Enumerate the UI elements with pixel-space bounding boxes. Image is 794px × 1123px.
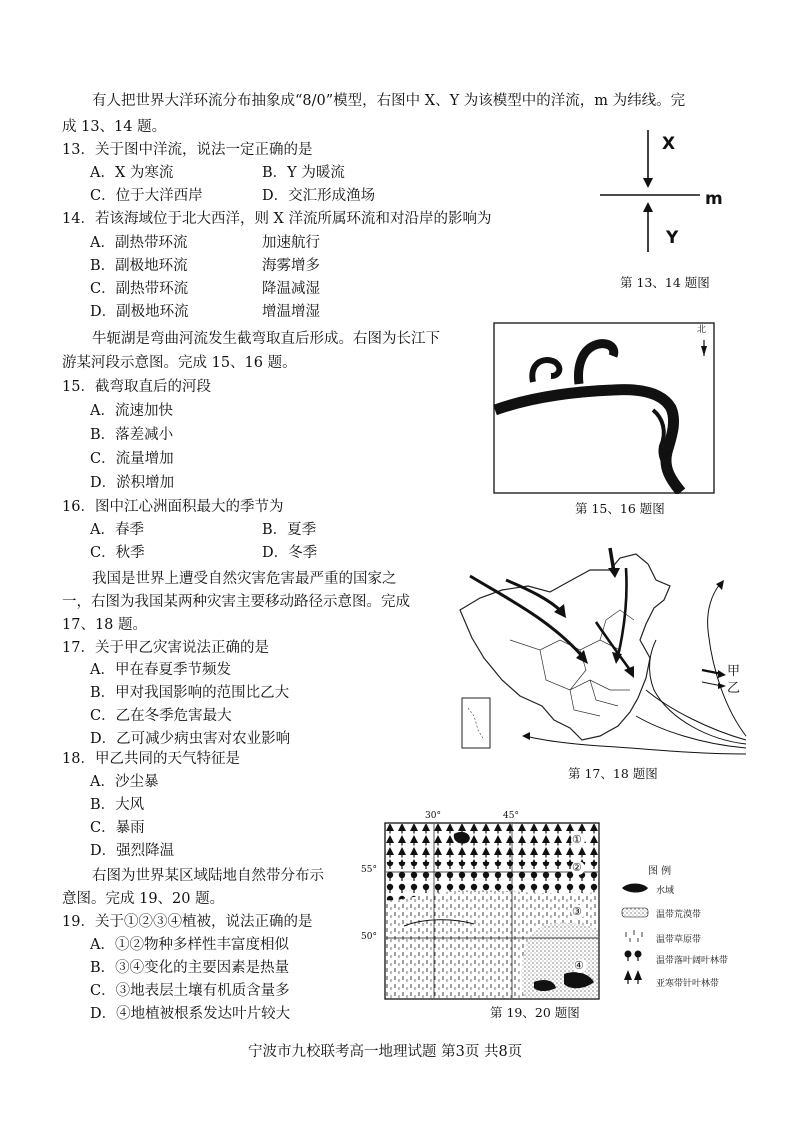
q14-option-a-effect: 加速航行 [262,235,320,251]
figure-15-16-caption: 第 15、16 题图 [575,501,665,516]
ocean-current-diagram [595,122,765,262]
q13-option-a: A．X 为寒流 [90,165,174,181]
q19-option-b: B．③④变化的主要因素是热量 [90,960,290,976]
longitude-30-label: 30° [425,811,441,821]
zone-4-label: ④ [574,959,584,972]
natural-zone-map [384,822,600,1000]
legend-water: 水域 [656,886,675,896]
q17-option-a: A．甲在春夏季节频发 [90,662,231,678]
q17-option-b: B．甲对我国影响的范围比乙大 [90,685,290,701]
figure-19-20-caption: 第 19、20 题图 [490,1005,580,1020]
q16-option-b: B．夏季 [262,522,317,538]
q16-stem: 16．图中江心洲面积最大的季节为 [62,499,284,515]
q16-option-c: C．秋季 [90,545,145,561]
q17-stem: 17．关于甲乙灾害说法正确的是 [62,640,269,656]
legend-jia-label: 甲 [727,664,741,679]
latitude-55-label: 55° [361,865,377,875]
q14-stem: 14．若该海域位于北大西洋，则 X 洋流所属环流和对沿岸的影响为 [62,211,492,227]
legend-temperate-deciduous-forest: 温带落叶阔叶林带 [656,956,729,966]
figure-13-14-caption: 第 13、14 题图 [620,275,710,290]
q19-option-c: C．③地表层土壤有机质含量多 [90,983,290,999]
figure-17-18-caption: 第 17、18 题图 [568,766,658,781]
legend-yi-label: 乙 [727,681,741,696]
q18-option-c: C．暴雨 [90,820,145,836]
north-arrow-label: 北 [697,325,707,335]
q14-option-c-effect: 降温减湿 [262,281,320,297]
q14-option-b: B．副极地环流 [90,258,188,274]
q13-option-d: D．交汇形成渔场 [262,188,376,204]
q14-option-b-effect: 海雾增多 [262,258,320,274]
q13-stem: 13．关于图中洋流，说法一定正确的是 [62,142,313,158]
q16-option-d: D．冬季 [262,545,318,561]
intro-19-20-line1: 右图为世界某区域陆地自然带分布示 [92,868,324,884]
zone-3-label: ③ [572,905,582,918]
intro-13-14-line1: 有人把世界大洋环流分布抽象成“8/0”模型，右图中 X、Y 为该模型中的洋流，m 为纬线。完 [92,93,686,109]
intro-13-14-line2: 成 13、14 题。 [62,119,167,135]
q15-option-a: A．流速加快 [90,403,173,419]
legend-title: 图 例 [648,866,672,877]
latitude-m-label: m [705,189,723,209]
q15-option-c: C．流量增加 [90,451,174,467]
legend-symbols [618,880,652,992]
current-x-label: X [662,134,676,154]
q18-stem: 18．甲乙共同的天气特征是 [62,751,240,767]
q19-option-a: A．①②物种多样性丰富度相似 [90,937,289,953]
longitude-45-label: 45° [503,811,519,821]
q15-option-b: B．落差减小 [90,427,174,443]
legend-temperate-desert: 温带荒漠带 [656,910,702,920]
river-meander-map [493,322,715,494]
intro-19-20-line2: 意图。完成 19、20 题。 [62,891,225,907]
q14-option-d-effect: 增温增湿 [262,304,320,320]
q18-option-b: B．大风 [90,797,145,813]
legend-temperate-grassland: 温带草原带 [656,935,702,945]
page-footer: 宁波市九校联考高一地理试题 第3页 共8页 [248,1044,523,1060]
q15-stem: 15．截弯取直后的河段 [62,379,211,395]
intro-17-18-line2: 一，右图为我国某两种灾害主要移动路径示意图。完成 [62,594,410,610]
q13-option-c: C．位于大洋西岸 [90,188,203,204]
q19-option-d: D．④地植被根系发达叶片较大 [90,1006,291,1022]
q19-stem: 19．关于①②③④植被，说法正确的是 [62,914,313,930]
q17-option-d: D．乙可减少病虫害对农业影响 [90,731,291,747]
current-y-label: Y [666,228,679,248]
q14-option-c: C．副热带环流 [90,281,189,297]
intro-15-16-line1: 牛轭湖是弯曲河流发生截弯取直后形成。右图为长江下 [92,331,440,347]
zone-1-label: ① [572,833,582,846]
q15-option-d: D．淤积增加 [90,475,175,491]
q18-option-a: A．沙尘暴 [90,774,159,790]
legend-subarctic-coniferous-forest: 亚寒带针叶林带 [656,979,720,989]
intro-17-18-line1: 我国是世界上遭受自然灾害危害最严重的国家之 [92,571,397,587]
latitude-50-label: 50° [361,932,377,942]
q17-option-c: C．乙在冬季危害最大 [90,708,232,724]
q13-option-b: B．Y 为暖流 [262,165,345,181]
intro-15-16-line2: 游某河段示意图。完成 15、16 题。 [62,355,297,371]
china-disaster-path-map [450,540,750,762]
q18-option-d: D．强烈降温 [90,843,175,859]
intro-17-18-line3: 17、18 题。 [62,617,148,633]
q16-option-a: A．春季 [90,522,144,538]
zone-2-label: ② [572,861,582,874]
q14-option-d: D．副极地环流 [90,304,189,320]
q14-option-a: A．副热带环流 [90,235,188,251]
